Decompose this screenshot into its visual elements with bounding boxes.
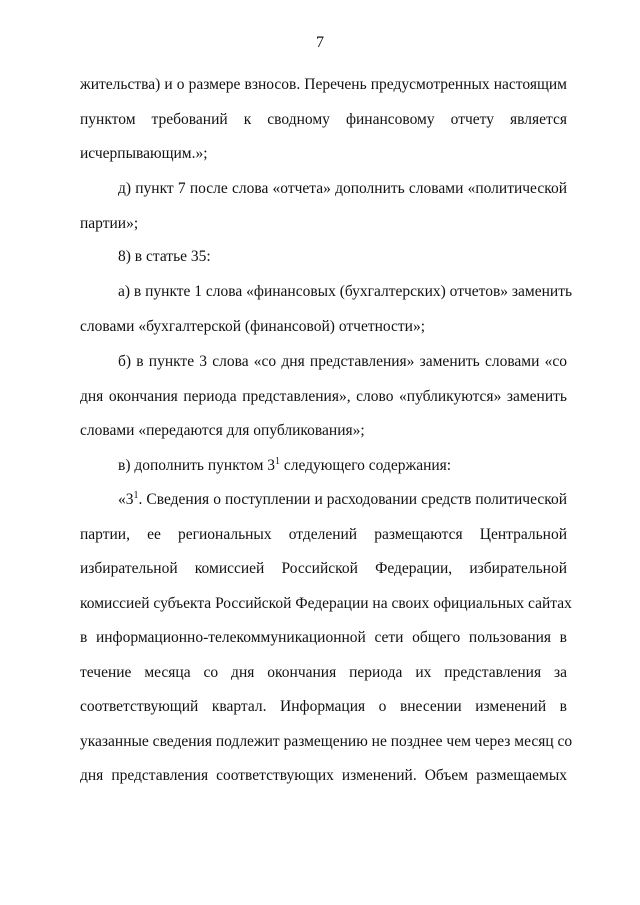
paragraph-7-text-a: «3 [118, 491, 134, 508]
paragraph-6-text-b: следующего содержания: [280, 457, 452, 474]
paragraph-7-line-6: течение месяца со дня окончания периода их представления за [80, 663, 567, 681]
paragraph-5 [80, 345, 567, 449]
paragraph-7-line-5: в информационно-телекоммуникационной сети общего пользования в [80, 629, 567, 646]
paragraph-6 [80, 449, 567, 484]
paragraph-1-line-3: исчерпывающим.»; [80, 145, 208, 162]
page-number: 7 [316, 34, 324, 51]
paragraph-4-line-1: а) в пункте 1 слова «финансовых (бухгалтерских) отчетов» заменить [118, 283, 573, 300]
paragraph-6-text-a: в) дополнить пунктом 3 [118, 457, 275, 474]
paragraph-4-line-2: словами «бухгалтерской (финансовой) отчетности»; [80, 317, 426, 335]
paragraph-7-line-4: комиссией субъекта Российской Федерации на своих официальных сайтах [80, 594, 572, 612]
paragraph-7-line-7: соответствующий квартал. Информация о внесении изменений в [80, 698, 567, 715]
paragraph-7-line-3: избирательной комиссией Российской Федерации, избирательной [80, 560, 567, 577]
paragraph-7 [80, 483, 573, 794]
paragraph-5-line-2: дня окончания периода представления», слово «публикуются» заменить [80, 387, 567, 405]
paragraph-1-line-2: пунктом требований к сводному финансовому отчету является [80, 110, 567, 128]
paragraph-7-line-1 [80, 483, 567, 518]
paragraph-5-line-3: словами «передаются для опубликования»; [80, 422, 365, 439]
paragraph-7-superscript: 1 [133, 490, 139, 501]
paragraph-7-line-9: дня представления соответствующих изменений. Объем размещаемых [80, 767, 567, 784]
paragraph-4 [80, 275, 573, 344]
paragraph-1-line-1: жительства) и о размере взносов. Перечень предусмотренных настоящим [80, 76, 567, 93]
paragraph-5-line-1: б) в пункте 3 слова «со дня представления» заменить словами «со [118, 353, 567, 370]
paragraph-2 [80, 172, 567, 241]
paragraph-3 [80, 240, 567, 275]
paragraph-3-line-1: 8) в статье 35: [118, 248, 211, 265]
paragraph-2-line-2: партии»; [80, 214, 139, 232]
paragraph-7-line-8: указанные сведения подлежит размещению не позднее чем через месяц со [80, 732, 573, 750]
paragraph-1 [80, 68, 567, 172]
paragraph-6-superscript: 1 [275, 456, 280, 467]
paragraph-2-line-1: д) пункт 7 после слова «отчета» дополнить словами «политической [118, 180, 567, 197]
paragraph-7-line-2: партии, ее региональных отделений размещаются Центральной [80, 525, 567, 543]
paragraph-7-text-b: . Сведения о поступлении и расходовании средств политической [138, 491, 567, 508]
paragraph-6-line-1 [80, 449, 567, 484]
